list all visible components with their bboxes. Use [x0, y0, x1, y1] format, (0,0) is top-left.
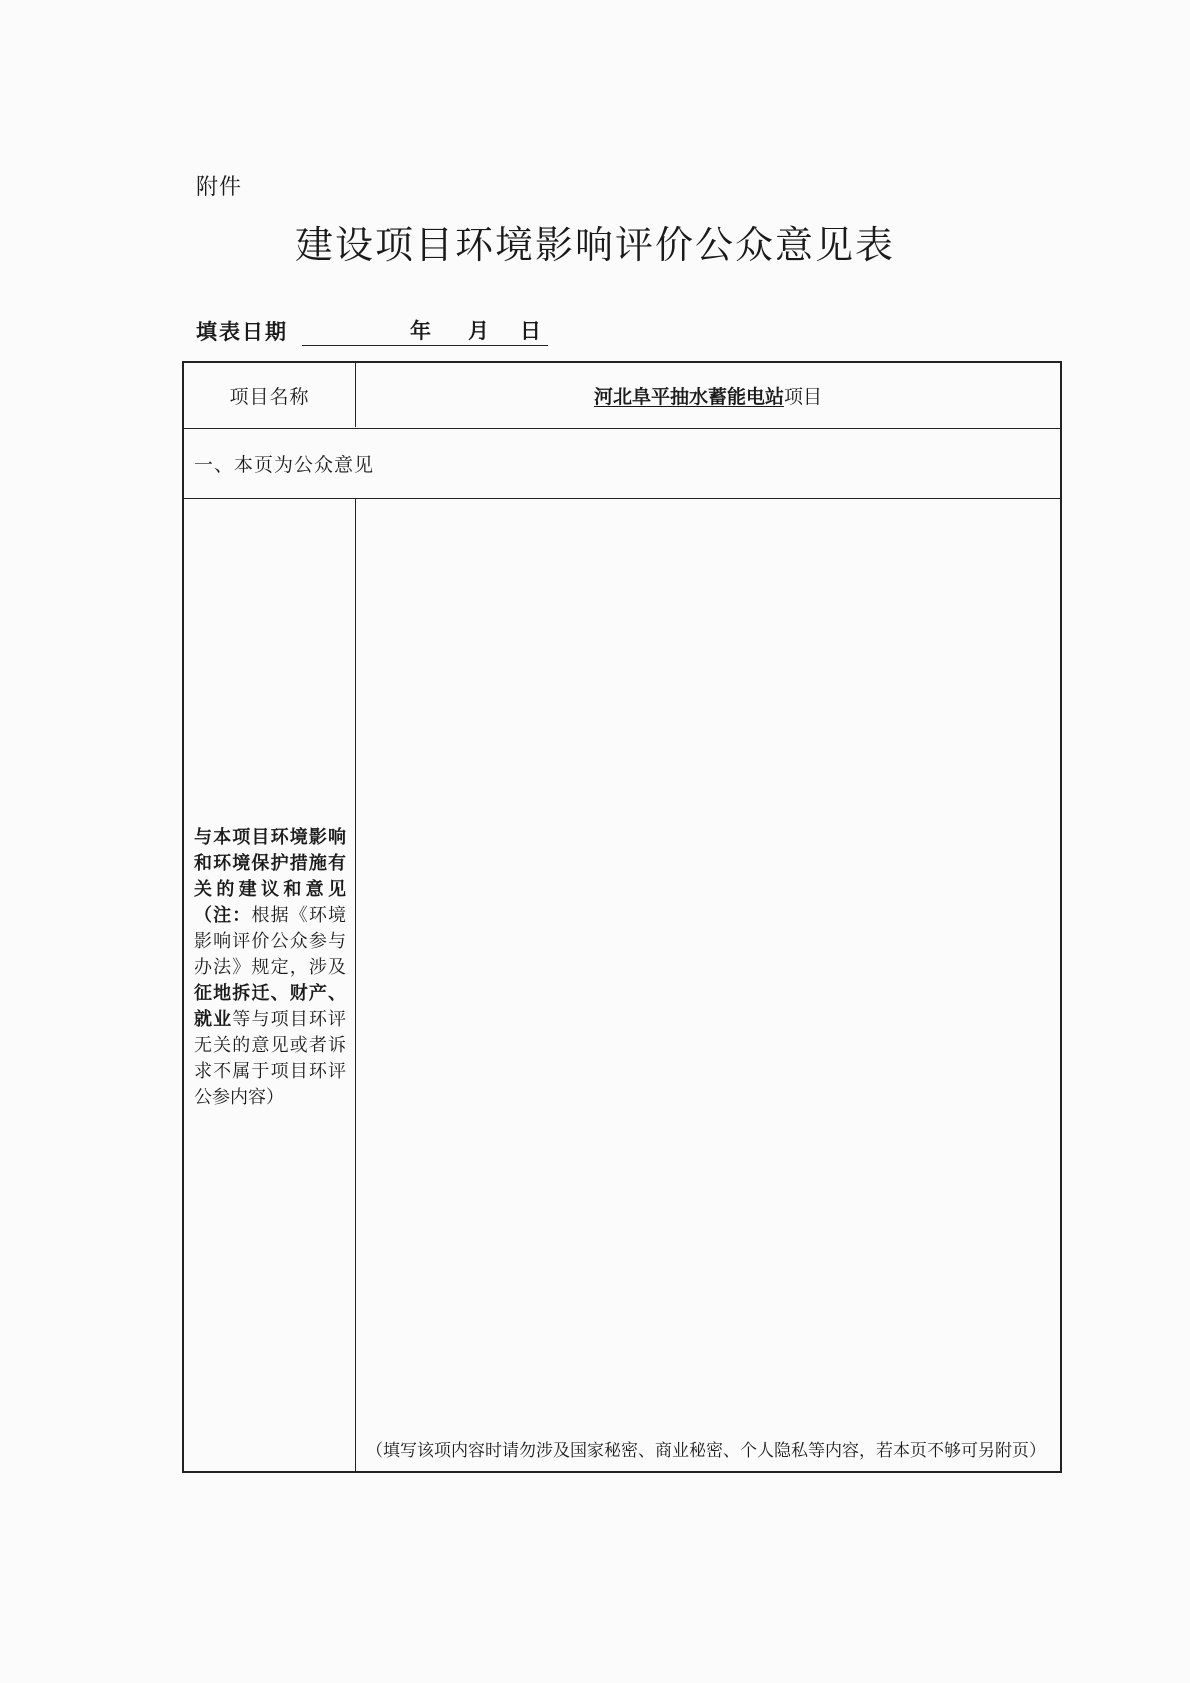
- project-suffix: 项目: [784, 385, 823, 408]
- project-name-label: 项目名称: [184, 363, 356, 427]
- opinion-row: [184, 499, 1060, 1471]
- project-name: 河北阜平抽水蓄能电站: [593, 385, 784, 408]
- opinion-label-bold-1: 与本项目环境影响和环境保护措施有关的建议和意见（注：: [194, 827, 346, 926]
- month-unit: 月: [468, 319, 489, 343]
- fill-date-row: [196, 316, 548, 346]
- page-title: 建设项目环境影响评价公众意见表: [294, 223, 895, 267]
- opinion-label: [194, 825, 346, 1111]
- project-name-value: [356, 363, 1060, 427]
- project-row: [184, 363, 1060, 429]
- section-heading: 一、本页为公众意见: [184, 429, 1060, 499]
- fill-date-field[interactable]: [302, 319, 548, 346]
- opinion-label-cell: [184, 499, 356, 1471]
- opinion-label-text-1: 根据《环境影响评价公众参与办法》规定，涉及: [194, 905, 347, 978]
- year-unit: 年: [410, 319, 431, 343]
- opinion-input-area[interactable]: [356, 499, 1060, 1471]
- day-unit: 日: [520, 319, 541, 343]
- opinion-label-bold-2: 征地拆迁、财产、就业: [194, 983, 346, 1030]
- opinion-label-text-2: 等与项目环评无关的意见或者诉求不属于项目环评公参内容）: [194, 1009, 347, 1108]
- opinion-form-table: [182, 361, 1062, 1473]
- fill-date-label: 填表日期: [196, 320, 288, 344]
- attachment-label: 附件: [196, 175, 243, 200]
- opinion-footnote: （填写该项内容时请勿涉及国家秘密、商业秘密、个人隐私等内容，若本页不够可另附页）: [366, 1441, 1046, 1461]
